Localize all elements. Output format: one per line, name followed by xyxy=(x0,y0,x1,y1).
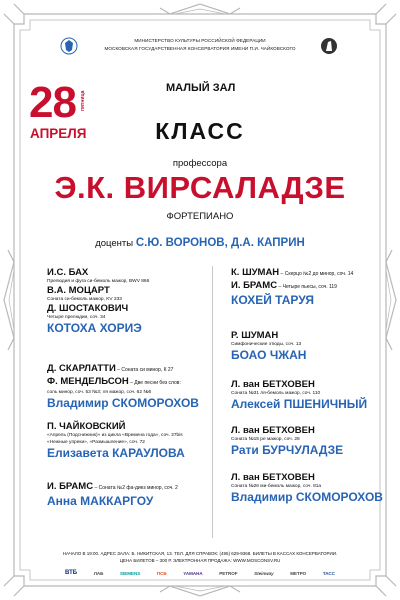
program-right-block-2 xyxy=(231,330,306,363)
hall-name: МАЛЫЙ ЗАЛ xyxy=(166,82,236,94)
program-right-block-4 xyxy=(231,425,343,458)
composer-line xyxy=(47,481,178,494)
sponsor-logo: Steinway xyxy=(254,570,274,576)
header xyxy=(0,37,400,52)
performer: БОАО ЧЖАН xyxy=(231,348,307,362)
docents-names: С.Ю. ВОРОНОВ, Д.А. КАПРИН xyxy=(135,237,305,249)
composer: Л. ван БЕТХОВЕН xyxy=(231,472,315,483)
performer: Елизавета КАРАУЛОВА xyxy=(47,446,185,460)
program-left-block-4 xyxy=(47,481,178,509)
performer: Рати БУРЧУЛАДЗЕ xyxy=(231,443,344,457)
program-left-block-2 xyxy=(47,363,199,411)
work-inline: – Две песни без слов: xyxy=(128,380,181,386)
composer-line xyxy=(231,267,353,280)
sponsor-logo: ЛАБ xyxy=(93,570,104,576)
date-weekday: пятница xyxy=(80,90,86,111)
column-divider xyxy=(212,266,213,538)
composer: И. БРАМС xyxy=(47,481,94,492)
sponsor-logo: PETROF xyxy=(219,570,238,576)
performer: Анна МАККАРГОУ xyxy=(47,494,154,508)
composer: Р. ШУМАН xyxy=(231,330,279,341)
composer-line xyxy=(231,280,353,293)
composer: К. ШУМАН xyxy=(231,267,280,278)
performer: Алексей ПШЕНИЧНЫЙ xyxy=(231,397,368,411)
docents xyxy=(0,237,400,249)
footer-line: ЦЕНА БИЛЕТОВ – 300 Р. ЭЛЕКТРОННАЯ ПРОДАЖА: WWW.MOSCONSV.RU xyxy=(119,557,281,563)
work: соль минор, соч. 53 №3; ля мажор, соч. 62 №6 xyxy=(47,390,152,395)
footer-line: НАЧАЛО В 19:00. АДРЕС ЗАЛА: Б. НИКИТСКАЯ, 13. ТЕЛ. ДЛЯ СПРАВОК: (495) 629-9368. БИЛЕТЫ В КАССАХ КОНСЕРВАТОРИИ. xyxy=(62,551,338,556)
work: Соната №15 ре мажор, соч. 28 xyxy=(231,437,300,442)
sponsor-logo: МЕТРО xyxy=(290,570,307,576)
performer: КОТОХА ХОРИЭ xyxy=(47,321,142,335)
work: Четыре прелюдии, соч. 34 xyxy=(47,315,106,320)
composer: Д. СКАРЛАТТИ xyxy=(47,363,116,374)
work: «Нежные упреки», «Размышление», соч. 72 xyxy=(47,440,145,445)
sponsor-logo: ТАСС xyxy=(322,570,335,576)
program-left-block-3 xyxy=(47,421,185,461)
work-inline: – Четыре пьесы, соч. 119 xyxy=(277,284,337,290)
work: Симфонические этюды, соч. 13 xyxy=(231,342,302,347)
composer: Л. ван БЕТХОВЕН xyxy=(231,379,315,390)
composer: И.С. БАХ xyxy=(47,267,89,278)
docents-label: доценты xyxy=(95,238,134,249)
performer: Владимир СКОМОРОХОВ xyxy=(231,490,383,504)
sponsor-logo: ПСБ xyxy=(156,570,167,576)
sponsor-logo: SIEMENS xyxy=(120,570,141,576)
instrument: ФОРТЕПИАНО xyxy=(166,211,234,222)
work-inline: – Соната си минор, К 27 xyxy=(115,367,174,373)
performer: КОХЕЙ ТАРУЯ xyxy=(231,293,315,307)
date-day: 28 xyxy=(29,78,76,127)
composer-line xyxy=(47,376,199,389)
work-inline: – Скерцо №2 до минор, соч. 14 xyxy=(279,271,354,277)
composer: И. БРАМС xyxy=(231,280,278,291)
page-title: КЛАСС xyxy=(155,118,245,144)
composer-line xyxy=(47,363,199,376)
program-left-block-1 xyxy=(47,267,149,336)
program-right-block-1 xyxy=(231,267,353,308)
work: «Апрель (Подснежник)» из цикла «Времена года», соч. 37bis xyxy=(47,433,183,438)
sponsor-logo: YAMAHA xyxy=(183,570,203,576)
footer-info xyxy=(0,551,400,564)
program-right-block-5 xyxy=(231,472,383,505)
work: Соната №26 ми-бемоль мажор, соч. 81а xyxy=(231,484,322,489)
composer: Д. ШОСТАКОВИЧ xyxy=(47,303,129,314)
composer: Л. ван БЕТХОВЕН xyxy=(231,425,315,436)
composer: П. ЧАЙКОВСКИЙ xyxy=(47,421,126,432)
program-right-block-3 xyxy=(231,379,367,412)
sponsor-logo: ВТБ xyxy=(65,570,78,576)
date-month: АПРЕЛЯ xyxy=(30,126,87,141)
work-inline: – Соната №2 фа-диез минор, соч. 2 xyxy=(93,485,178,491)
work: Соната №31 ля-бемоль мажор, соч. 110 xyxy=(231,391,321,396)
conservatory-name: МОСКОВСКАЯ ГОСУДАРСТВЕННАЯ КОНСЕРВАТОРИЯ ИМЕНИ П.И. ЧАЙКОВСКОГО xyxy=(104,45,296,51)
professor-name: Э.К. ВИРСАЛАДЗЕ xyxy=(54,170,346,205)
sponsor-logos xyxy=(65,570,335,576)
composer: Ф. МЕНДЕЛЬСОН xyxy=(47,376,129,387)
work: Прелюдия и фуга си-бемоль мажор, BWV 866 xyxy=(47,279,150,284)
work: Соната си-бемоль мажор, KV 333 xyxy=(47,297,122,302)
performer: Владимир СКОМОРОХОВ xyxy=(47,396,199,410)
composer: В.А. МОЦАРТ xyxy=(47,285,110,296)
professor-label: профессора xyxy=(172,158,228,169)
ministry-name: МИНИСТЕРСТВО КУЛЬТУРЫ РОССИЙСКОЙ ФЕДЕРАЦИИ xyxy=(134,38,266,43)
